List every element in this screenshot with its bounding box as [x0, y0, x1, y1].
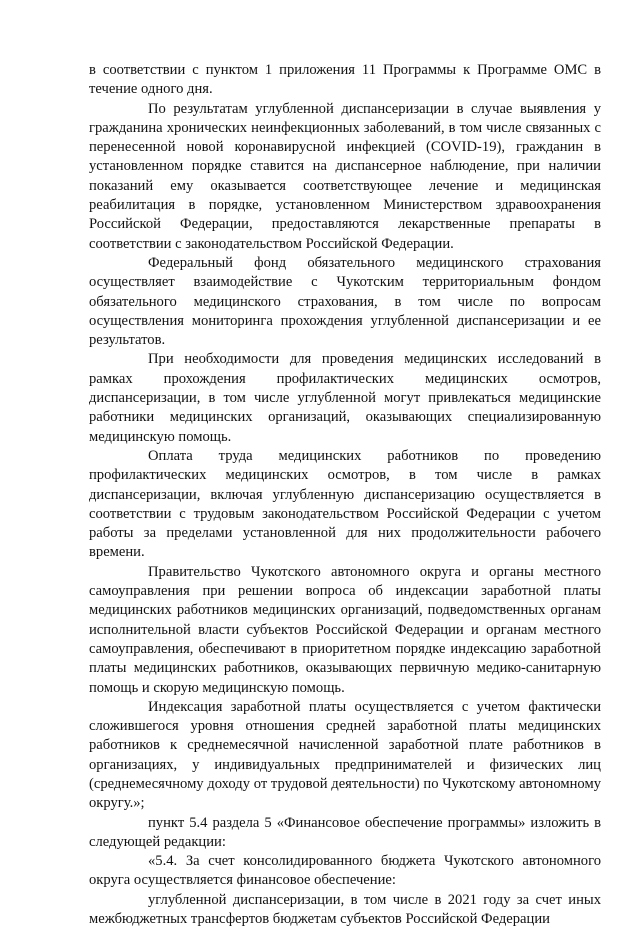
paragraph: Федеральный фонд обязательного медицинского страхования осуществляет взаимодействие с Чукотским территориальным фондом обязательного медицинского страхования, в том числе по вопросам осуществления мониторинга прохождения углубленной диспансеризации и ее результатов. [89, 254, 601, 349]
document-page [89, 61, 601, 929]
paragraph: Оплата труда медицинских работников по проведению профилактических медицинских осмотров, в том числе в рамках диспансеризации, включая углубленную диспансеризацию осуществляется в соответствии с трудовым законодательством Российской Федерации с учетом работы за пределами установленной для них продолжительности рабочего времени. [89, 447, 601, 561]
paragraph: углубленной диспансеризации, в том числе в 2021 году за счет иных межбюджетных трансфертов бюджетам субъектов Российской Федерации [89, 891, 601, 928]
paragraph: «5.4. За счет консолидированного бюджета Чукотского автономного округа осуществляется финансовое обеспечение: [89, 853, 601, 889]
paragraph: Индексация заработной платы осуществляется с учетом фактически сложившегося уровня отношения средней заработной платы медицинских работников к среднемесячной начисленной заработной плате работников в организациях, у индивидуальных предпринимателей и физических лиц (среднемесячному доходу от трудовой деятельности) по Чукотскому автономному округу.»; [89, 698, 601, 812]
paragraph: По результатам углубленной диспансеризации в случае выявления у гражданина хронических неинфекционных заболеваний, в том числе связанных с перенесенной новой коронавирусной инфекцией (COVID-19), гражданин в установленном порядке ставится на диспансерное наблюдение, при наличии показаний ему оказывается соответствующее лечение и медицинская реабилитация в порядке, установленном Министерством здравоохранения Российской Федерации, предоставляются лекарственные препараты в соответствии с законодательством Российской Федерации. [89, 100, 601, 252]
paragraph: При необходимости для проведения медицинских исследований в рамках прохождения профилактических медицинских осмотров, диспансеризации, в том числе углубленной могут привлекаться медицинские работники медицинских организаций, оказывающих специализированную медицинскую помощь. [89, 351, 601, 445]
paragraph: в соответствии с пунктом 1 приложения 11 Программы к Программе ОМС в течение одного дня. [89, 62, 601, 98]
paragraph: Правительство Чукотского автономного округа и органы местного самоуправления при решении вопроса об индексации заработной платы медицинских работников медицинских организаций, подведомственных органам исполнительной власти субъектов Российской Федерации и органам местного самоуправления, обеспечивают в приоритетном порядке индексацию заработной платы медицинских работников, оказывающих первичную медико-санитарную помощь и скорую медицинскую помощь. [89, 563, 601, 696]
paragraph: пункт 5.4 раздела 5 «Финансовое обеспечение программы» изложить в следующей редакции: [89, 814, 601, 850]
